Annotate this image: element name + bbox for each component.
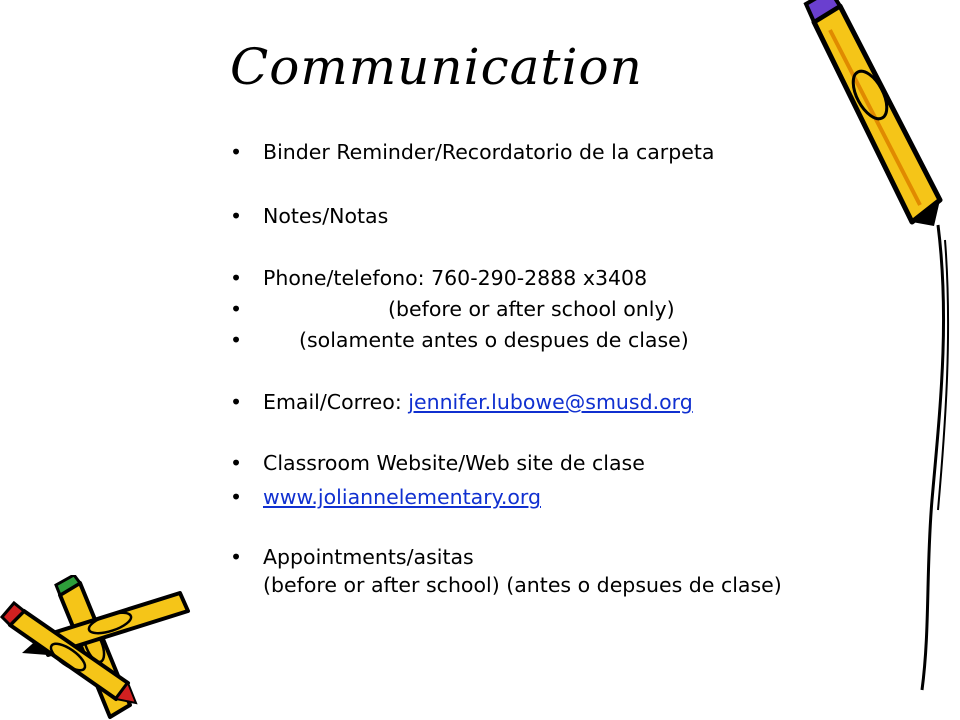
pencil-clipart-right-icon <box>800 0 960 720</box>
pencil-body <box>806 0 940 226</box>
list-item-website <box>230 451 830 475</box>
website-link[interactable]: www.joliannelementary.org <box>263 485 541 509</box>
list-item-email <box>230 390 830 414</box>
phone-note-en: (before or after school only) <box>388 297 675 321</box>
contact-list <box>230 140 830 597</box>
website-text: Classroom Website/Web site de clase <box>263 451 645 475</box>
email-link[interactable]: jennifer.lubowe@smusd.org <box>408 390 693 414</box>
list-item-notes <box>230 204 830 228</box>
pencils-clipart-left-icon <box>0 575 200 720</box>
list-item-appointments <box>230 545 830 569</box>
list-item-appointments-note <box>230 573 830 597</box>
binder-text: Binder Reminder/Recordatorio de la carpeta <box>263 140 715 164</box>
phone-text: Phone/telefono: 760-290-2888 x3408 <box>263 266 648 290</box>
list-item-phone-note-es <box>230 328 830 352</box>
list-item-binder <box>230 140 830 164</box>
list-item-phone <box>230 266 830 290</box>
notes-text: Notes/Notas <box>263 204 389 228</box>
phone-note-es: (solamente antes o despues de clase) <box>299 328 689 352</box>
list-item-website-link <box>230 485 830 509</box>
appointments-text: Appointments/asitas <box>263 545 474 569</box>
slide-title: Communication <box>230 38 643 96</box>
email-label: Email/Correo: <box>263 390 409 414</box>
scribble-line <box>922 225 944 690</box>
appointments-note: (before or after school) (antes o depsues de clase) <box>263 573 782 597</box>
list-item-phone-note-en <box>230 297 830 321</box>
